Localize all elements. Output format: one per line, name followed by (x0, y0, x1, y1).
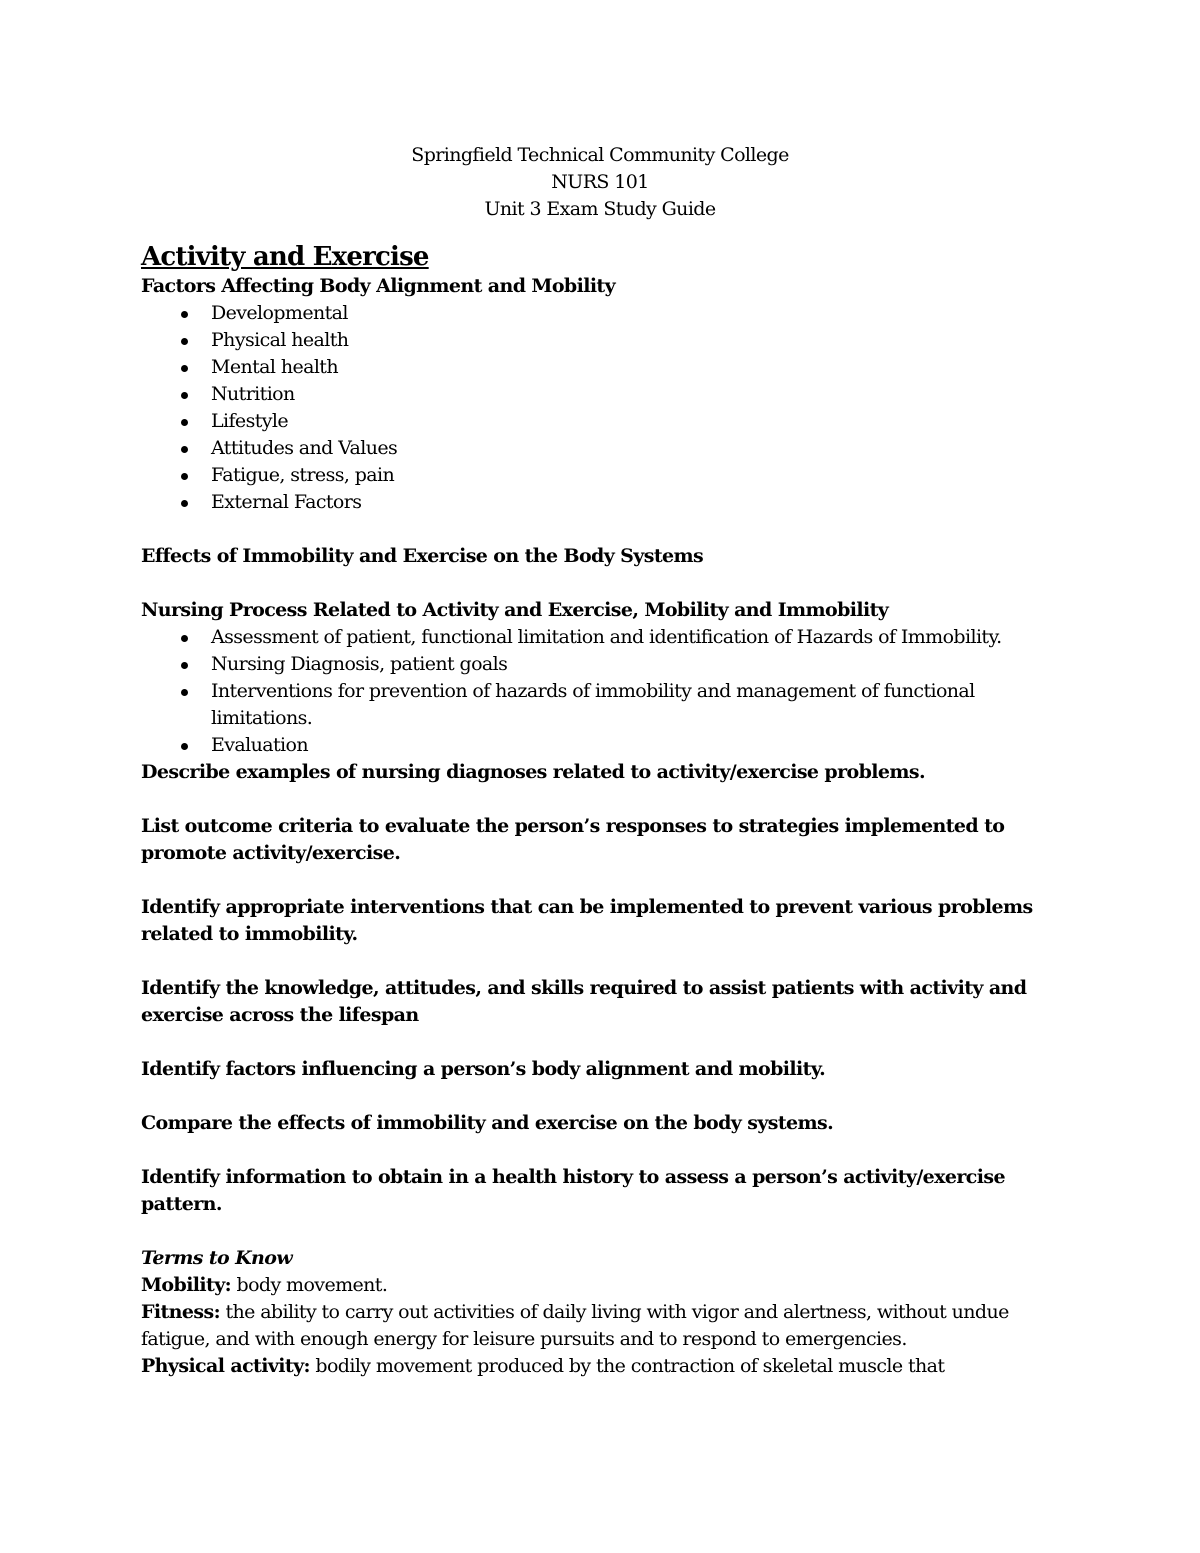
term-name: Mobility: (141, 1274, 232, 1296)
objective-item: Describe examples of nursing diagnoses related to activity/exercise problems. (141, 761, 926, 783)
institution-name: Springfield Technical Community College (411, 144, 789, 166)
terms-heading: Terms to Know (141, 1247, 293, 1269)
course-code: NURS 101 (551, 171, 649, 193)
list-item: Interventions for prevention of hazards of immobility and management of functional limitations. (141, 678, 1061, 732)
list-item: Mental health (141, 354, 1061, 381)
document-header (0, 142, 1200, 223)
objective-item: Identify the knowledge, attitudes, and skills required to assist patients with activity and exercise across the lifespan (141, 977, 1027, 1026)
list-item: Attitudes and Values (141, 435, 1061, 462)
list-item: Assessment of patient, functional limitation and identification of Hazards of Immobility. (141, 624, 1061, 651)
list-item: External Factors (141, 489, 1061, 516)
effects-heading: Effects of Immobility and Exercise on the Body Systems (141, 545, 704, 567)
list-item: Physical health (141, 327, 1061, 354)
list-item: Evaluation (141, 732, 1061, 759)
term-definition: the ability to carry out activities of daily living with vigor and alertness, without undue fatigue, and with enough energy for leisure pursuits and to respond to emergencies. (141, 1301, 1009, 1350)
term-name: Fitness: (141, 1301, 220, 1323)
factors-heading: Factors Affecting Body Alignment and Mobility (141, 275, 616, 297)
term-name: Physical activity: (141, 1355, 310, 1377)
term-entry (141, 1272, 1061, 1299)
nursing-process-heading: Nursing Process Related to Activity and Exercise, Mobility and Immobility (141, 599, 889, 621)
document-body (141, 142, 1061, 1380)
list-item: Lifestyle (141, 408, 1061, 435)
term-entry (141, 1299, 1061, 1353)
factors-list (141, 300, 1061, 516)
list-item: Fatigue, stress, pain (141, 462, 1061, 489)
term-definition: bodily movement produced by the contraction of skeletal muscle that (309, 1355, 945, 1377)
objective-item: Identify factors influencing a person’s body alignment and mobility. (141, 1058, 826, 1080)
objective-item: Identify information to obtain in a health history to assess a person’s activity/exercise pattern. (141, 1166, 1005, 1215)
section-title: Activity and Exercise (141, 242, 429, 272)
nursing-process-list (141, 624, 1061, 759)
term-entry (141, 1353, 1061, 1380)
term-definition: body movement. (231, 1274, 388, 1296)
list-item: Nutrition (141, 381, 1061, 408)
list-item: Nursing Diagnosis, patient goals (141, 651, 1061, 678)
list-item: Developmental (141, 300, 1061, 327)
guide-title: Unit 3 Exam Study Guide (484, 198, 716, 220)
objective-item: List outcome criteria to evaluate the person’s responses to strategies implemented to promote activity/exercise. (141, 815, 1005, 864)
objective-item: Identify appropriate interventions that can be implemented to prevent various problems related to immobility. (141, 896, 1033, 945)
objective-item: Compare the effects of immobility and exercise on the body systems. (141, 1112, 834, 1134)
